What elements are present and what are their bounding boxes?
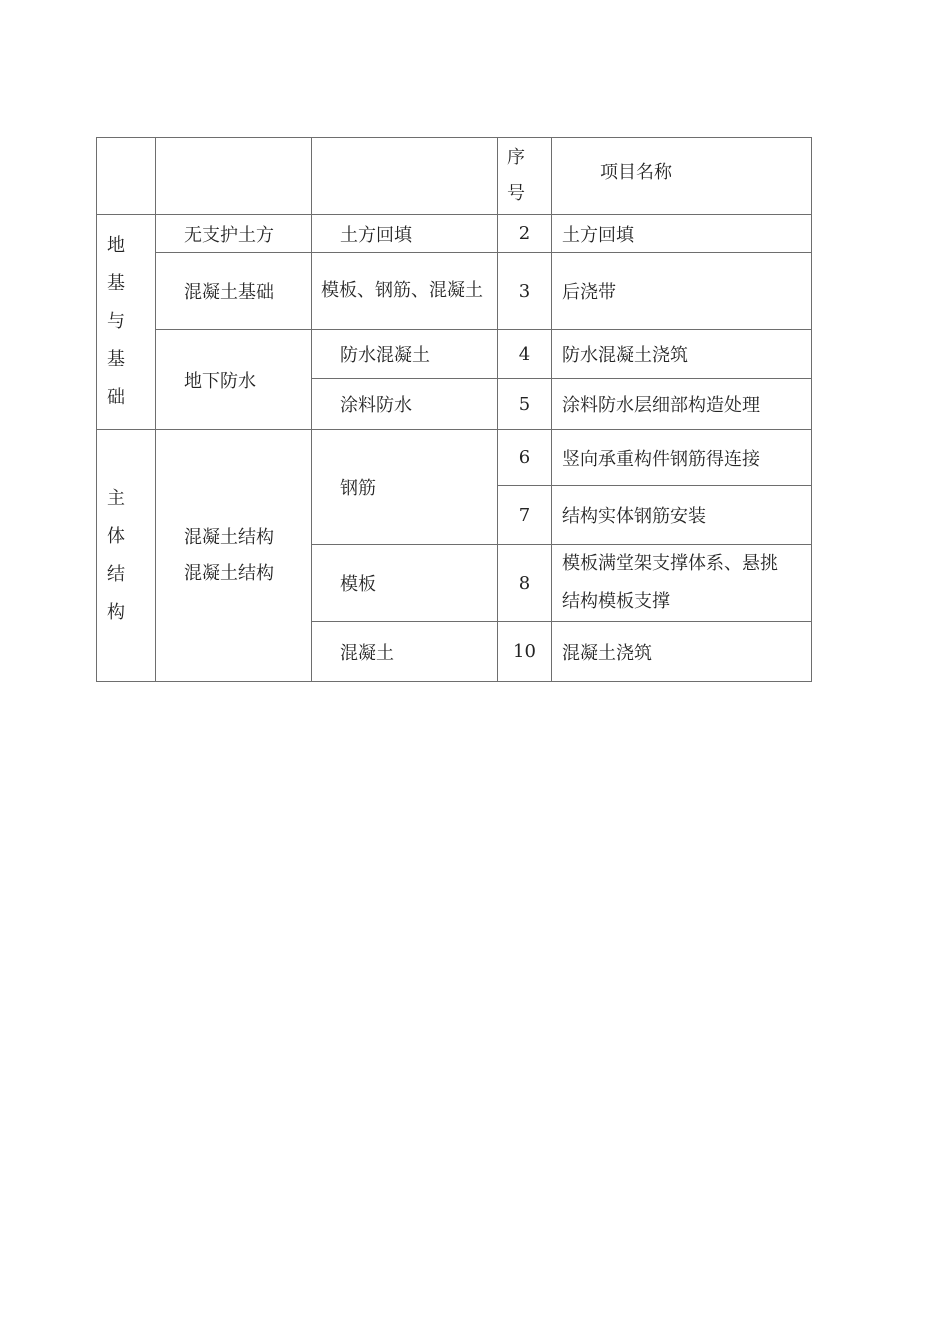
item-cell [312, 253, 498, 330]
item-cell [312, 430, 498, 545]
sub-cell [156, 253, 312, 330]
group-label-line: 与 基 [107, 311, 133, 370]
seq-cell [498, 330, 552, 379]
item-text: 涂料防水 [340, 395, 412, 416]
seq-cell [498, 430, 552, 486]
table-row [97, 430, 812, 486]
seq-cell [498, 253, 552, 330]
seq-cell [498, 379, 552, 430]
name-text: 模板满堂架支撑体系、悬挑 [562, 553, 778, 574]
seq-text: 5 [518, 393, 531, 415]
table-row [97, 253, 812, 330]
table-row [97, 330, 812, 379]
header-name-cell [552, 138, 812, 215]
seq-text: 3 [518, 280, 531, 302]
seq-text: 10 [513, 641, 536, 662]
name-text: 防水混凝土浇筑 [562, 345, 688, 366]
sub-cell [156, 330, 312, 430]
name-cell [552, 545, 812, 622]
group-label-foundation [97, 215, 156, 430]
seq-text: 6 [518, 447, 531, 468]
seq-cell [498, 215, 552, 253]
name-cell [552, 379, 812, 430]
sub-text: 混凝土结构 [184, 562, 274, 584]
item-cell [312, 215, 498, 253]
name-cell [552, 330, 812, 379]
item-text: 土方回填 [340, 224, 412, 246]
sub-text: 无支护土方 [184, 224, 274, 246]
name-text: 结构模板支撑 [562, 591, 670, 612]
group-label-main-structure [97, 430, 156, 682]
header-cell-empty-3 [312, 138, 498, 215]
sub-text: 地下防水 [184, 370, 256, 392]
header-seq-line1: 序 [507, 147, 525, 168]
name-text: 结构实体钢筋安装 [562, 506, 706, 527]
item-cell [312, 545, 498, 622]
seq-cell [498, 622, 552, 682]
name-cell [552, 430, 812, 486]
name-cell [552, 486, 812, 545]
item-text: 混凝土 [340, 642, 394, 664]
header-name-text: 项目名称 [600, 162, 672, 183]
name-text: 涂料防水层细部构造处理 [562, 395, 760, 416]
sub-cell [156, 215, 312, 253]
group-label-line: 主 体 [107, 487, 133, 547]
sub-text: 混凝土基础 [184, 282, 274, 303]
header-cell-empty-1 [97, 138, 156, 215]
seq-cell [498, 486, 552, 545]
seq-text: 2 [518, 223, 531, 244]
group-label-line: 结构 [107, 563, 133, 623]
table-header-row [97, 138, 812, 215]
sub-cell [156, 430, 312, 682]
name-text: 混凝土浇筑 [562, 642, 652, 664]
name-cell [552, 622, 812, 682]
seq-text: 8 [518, 572, 531, 594]
header-seq-cell [498, 138, 552, 215]
table-row [97, 215, 812, 253]
sub-text: 混凝土结构 [184, 526, 274, 548]
name-text: 土方回填 [562, 224, 634, 246]
item-cell [312, 379, 498, 430]
name-cell [552, 215, 812, 253]
item-text: 模板、钢筋、混凝土 [321, 280, 483, 301]
header-cell-empty-2 [156, 138, 312, 215]
seq-text: 7 [518, 504, 531, 526]
item-cell [312, 330, 498, 379]
item-text: 防水混凝土 [340, 345, 430, 366]
header-seq-line2: 号 [507, 183, 525, 204]
name-cell [552, 253, 812, 330]
item-cell [312, 622, 498, 682]
seq-text: 4 [518, 343, 531, 365]
seq-cell [498, 545, 552, 622]
name-text: 竖向承重构件钢筋得连接 [562, 448, 760, 470]
name-text: 后浇带 [562, 282, 616, 303]
work-items-table [96, 137, 812, 682]
group-label-line: 础 [107, 387, 133, 408]
group-label-line: 地 基 [107, 235, 133, 294]
item-text: 钢筋 [340, 478, 376, 499]
item-text: 模板 [340, 574, 376, 595]
